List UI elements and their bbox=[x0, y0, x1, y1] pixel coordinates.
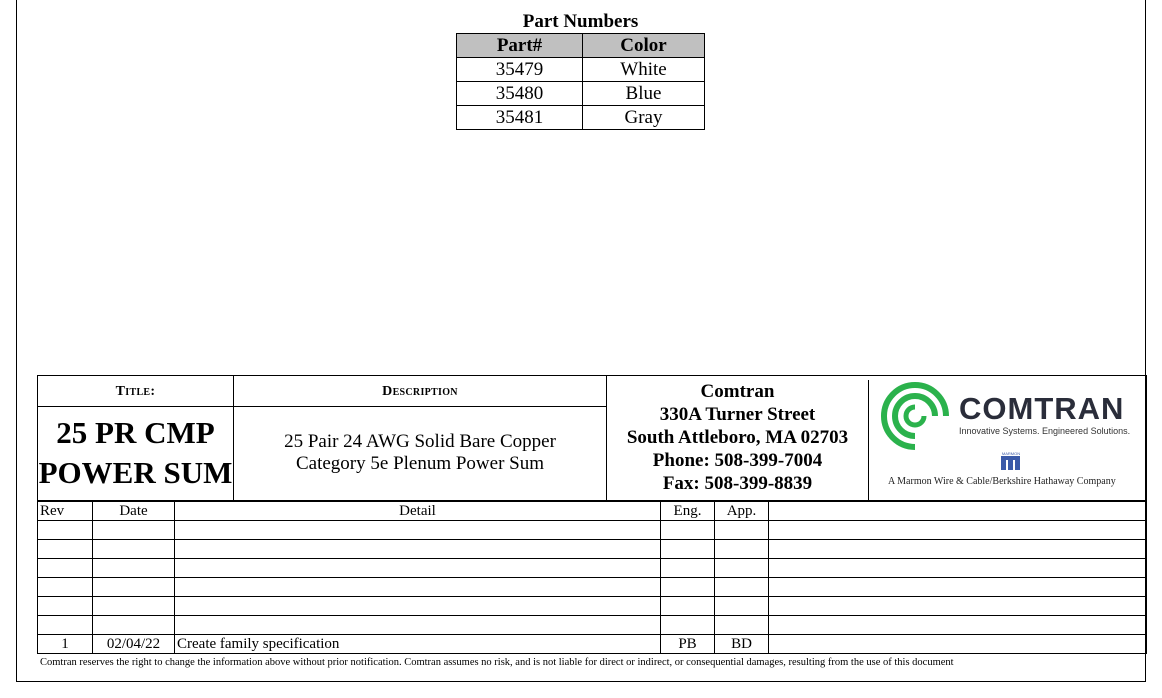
title-label-cell bbox=[38, 376, 234, 407]
product-title-line2: POWER SUM bbox=[38, 455, 233, 490]
company-city: South Attleboro, MA 02703 bbox=[626, 427, 849, 448]
logo-tagline: Innovative Systems. Engineered Solutions. bbox=[959, 426, 1131, 436]
eng-header: Eng. bbox=[661, 502, 715, 521]
company-fax: Fax: 508-399-8839 bbox=[662, 473, 813, 494]
part-number: 35479 bbox=[457, 58, 583, 82]
color-header: Color bbox=[583, 34, 705, 58]
table-row bbox=[38, 635, 1147, 654]
logo-parent-company: A Marmon Wire & Cable/Berkshire Hathaway Company bbox=[888, 476, 1116, 487]
rev-app: BD bbox=[715, 635, 769, 654]
company-street: 330A Turner Street bbox=[659, 404, 816, 425]
comtran-logo-icon bbox=[880, 381, 950, 451]
title-label: Title: bbox=[115, 384, 156, 399]
revision-table bbox=[37, 501, 1147, 654]
table-row bbox=[457, 58, 705, 82]
rev-eng: PB bbox=[661, 635, 715, 654]
part-color: Blue bbox=[583, 82, 705, 106]
part-color: White bbox=[583, 58, 705, 82]
table-row bbox=[38, 616, 1147, 635]
part-color: Gray bbox=[583, 106, 705, 130]
company-phone: Phone: 508-399-7004 bbox=[652, 450, 823, 471]
company-address bbox=[607, 380, 869, 500]
rev-header: Rev bbox=[38, 502, 93, 521]
rev-date: 02/04/22 bbox=[93, 635, 175, 654]
description-cell bbox=[234, 407, 607, 500]
part-number: 35481 bbox=[457, 106, 583, 130]
app-header: App. bbox=[715, 502, 769, 521]
description-label: Description bbox=[382, 384, 458, 399]
part-number: 35480 bbox=[457, 82, 583, 106]
part-header: Part# bbox=[457, 34, 583, 58]
company-name: Comtran bbox=[700, 381, 775, 402]
title-block bbox=[37, 375, 1147, 501]
table-row bbox=[38, 597, 1147, 616]
date-header: Date bbox=[93, 502, 175, 521]
table-row bbox=[38, 521, 1147, 540]
part-numbers-title: Part Numbers bbox=[522, 11, 639, 32]
product-title-line1: 25 PR CMP bbox=[56, 415, 215, 450]
marmon-label: MARMON bbox=[1001, 451, 1021, 456]
title-cell bbox=[38, 407, 234, 500]
description-line1: 25 Pair 24 AWG Solid Bare Copper bbox=[284, 431, 556, 452]
table-row bbox=[457, 82, 705, 106]
table-row bbox=[38, 559, 1147, 578]
rev-detail: Create family specification bbox=[175, 635, 661, 654]
table-row bbox=[38, 578, 1147, 597]
spacer-cell bbox=[769, 502, 1147, 521]
rev-number: 1 bbox=[38, 635, 93, 654]
table-row bbox=[38, 540, 1147, 559]
description-label-cell bbox=[234, 376, 607, 407]
part-numbers-table bbox=[456, 33, 705, 130]
company-logo bbox=[869, 376, 1146, 500]
table-row bbox=[457, 106, 705, 130]
marmon-logo-icon bbox=[999, 450, 1023, 472]
logo-wordmark: COMTRAN bbox=[959, 391, 1125, 426]
disclaimer-text: Comtran reserves the right to change the information above without prior notification. Comtran assumes no risk, and is not liable for direct or indirect, or consequential damages, resulting from the use of this document bbox=[40, 657, 954, 668]
description-line2: Category 5e Plenum Power Sum bbox=[295, 453, 545, 474]
detail-header: Detail bbox=[175, 502, 661, 521]
